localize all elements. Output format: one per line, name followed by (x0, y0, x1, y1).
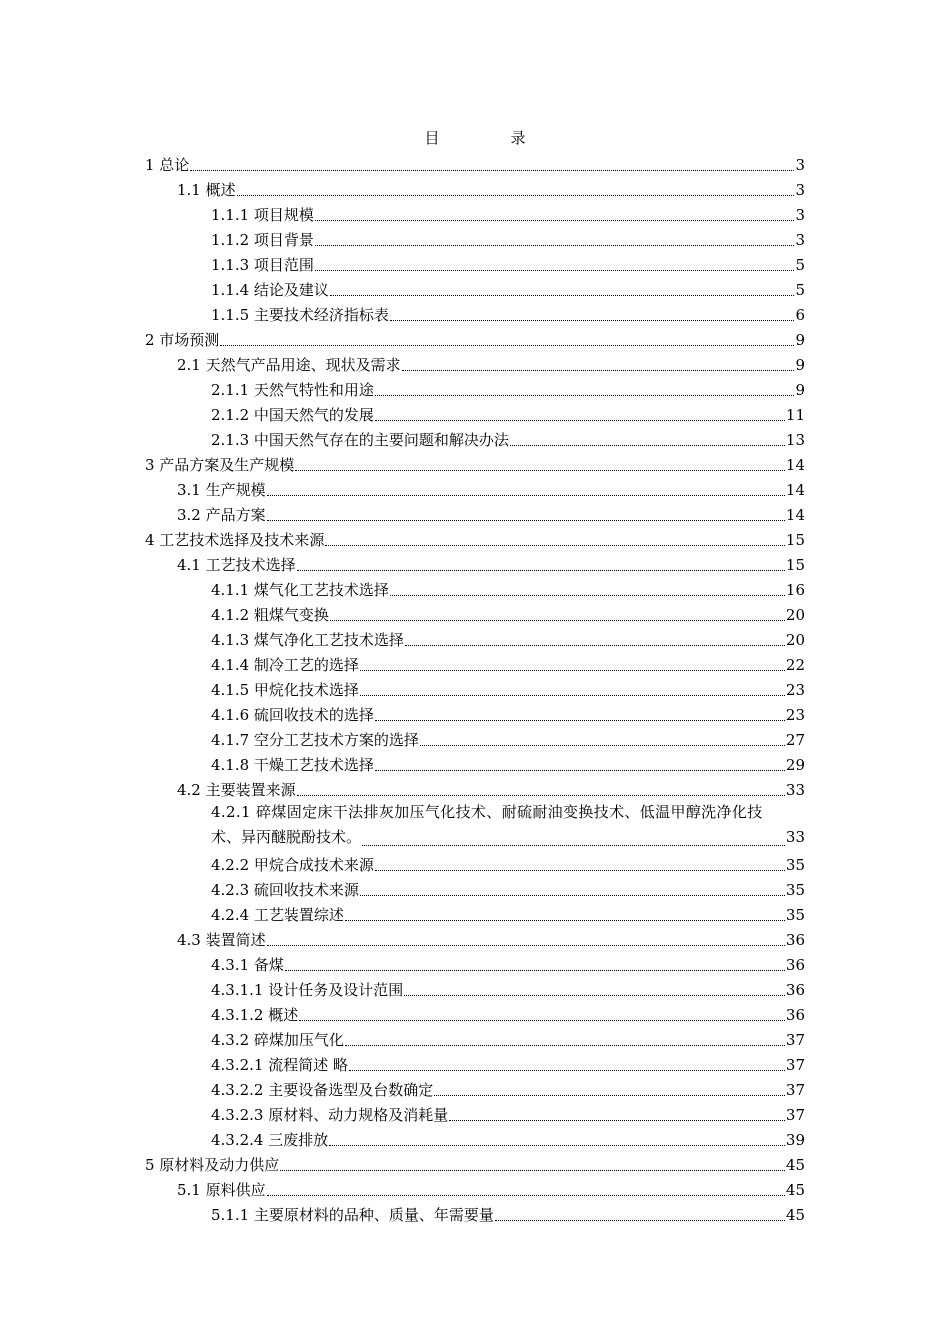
toc-entry[interactable] (211, 225, 805, 250)
toc-title: 目 录 (424, 129, 554, 147)
toc-entry[interactable] (211, 750, 805, 775)
toc-entry-page: 35 (785, 906, 805, 924)
toc-entry[interactable] (211, 675, 805, 700)
toc-leader-dots (267, 519, 785, 521)
toc-entry-page: 20 (785, 631, 805, 649)
toc-entry-label: 1.1.2 项目背景 (211, 231, 314, 249)
toc-entry-page: 29 (785, 756, 805, 774)
toc-entry-page: 27 (785, 731, 805, 749)
toc-entry-label: 1.1.5 主要技术经济指标表 (211, 306, 389, 324)
toc-entry[interactable] (211, 575, 805, 600)
toc-entry[interactable] (211, 200, 805, 225)
toc-leader-dots (349, 1069, 785, 1071)
toc-leader-dots (360, 669, 785, 671)
toc-entry-label: 1 总论 (145, 156, 190, 174)
toc-entry-page: 14 (785, 481, 805, 499)
toc-leader-dots (267, 494, 785, 496)
toc-entry-label: 4.1.4 制冷工艺的选择 (211, 656, 359, 674)
toc-leader-dots (295, 469, 785, 471)
toc-entry-label: 3.1 生产规模 (177, 481, 266, 499)
toc-leader-dots (267, 944, 785, 946)
toc-leader-dots (345, 919, 785, 921)
toc-entry[interactable] (177, 1175, 805, 1200)
toc-entry-label-line2: 术、异丙醚脱酚技术。 (211, 828, 362, 846)
toc-leader-dots (449, 1119, 785, 1121)
toc-entry[interactable] (145, 325, 805, 350)
toc-leader-dots (360, 894, 785, 896)
toc-entry[interactable] (211, 375, 805, 400)
toc-entry-page: 37 (785, 1081, 805, 1099)
toc-entry-label: 4.3.2.3 原材料、动力规格及消耗量 (211, 1106, 449, 1124)
toc-entry-page: 37 (785, 1031, 805, 1049)
toc-entry-label: 4.1.7 空分工艺技术方案的选择 (211, 731, 419, 749)
toc-leader-dots (402, 369, 795, 371)
toc-entry-page: 9 (795, 381, 805, 399)
toc-entry[interactable] (145, 525, 805, 550)
toc-entry[interactable] (177, 775, 805, 800)
toc-entry[interactable] (211, 1200, 805, 1225)
toc-entry[interactable] (211, 850, 805, 875)
toc-leader-dots (220, 344, 794, 346)
toc-entry-label: 4.1.5 甲烷化技术选择 (211, 681, 359, 699)
toc-leader-dots (297, 794, 785, 796)
toc-entry[interactable] (211, 875, 805, 900)
toc-entry-label: 4.1 工艺技术选择 (177, 556, 296, 574)
toc-leader-dots (267, 1194, 785, 1196)
toc-entry-page: 36 (785, 956, 805, 974)
toc-entry-page: 3 (795, 231, 805, 249)
toc-entry[interactable] (177, 350, 805, 375)
toc-entry[interactable] (211, 975, 805, 1000)
toc-entry-label: 4.2.3 硫回收技术来源 (211, 881, 359, 899)
toc-entry[interactable] (211, 275, 805, 300)
toc-entry[interactable] (211, 650, 805, 675)
toc-entry-label: 4.3 装置简述 (177, 931, 266, 949)
toc-entry-label: 4.3.2 碎煤加压气化 (211, 1031, 344, 1049)
toc-entry[interactable] (177, 475, 805, 500)
toc-leader-dots (315, 219, 795, 221)
toc-entry-label: 2.1.2 中国天然气的发展 (211, 406, 374, 424)
toc-leader-dots (405, 644, 785, 646)
toc-leader-dots (375, 769, 785, 771)
toc-entry-label: 1.1.3 项目范围 (211, 256, 314, 274)
toc-entry-page: 36 (785, 1006, 805, 1024)
toc-entry-page: 37 (785, 1056, 805, 1074)
toc-leader-dots (299, 1019, 785, 1021)
toc-entry-label: 4.1.6 硫回收技术的选择 (211, 706, 374, 724)
toc-leader-dots (404, 994, 785, 996)
toc-entry-page: 3 (795, 181, 805, 199)
toc-entry[interactable] (211, 950, 805, 975)
toc-entry-page: 35 (785, 856, 805, 874)
toc-entry[interactable] (211, 725, 805, 750)
toc-entry-label: 4.3.2.2 主要设备选型及台数确定 (211, 1081, 434, 1099)
toc-entry-label: 1.1.1 项目规模 (211, 206, 314, 224)
toc-entry-label: 3.2 产品方案 (177, 506, 266, 524)
toc-entry-label: 4.2.4 工艺装置综述 (211, 906, 344, 924)
toc-leader-dots (237, 194, 795, 196)
toc-entry[interactable] (177, 925, 805, 950)
toc-entry-wrapped[interactable] (211, 800, 805, 850)
toc-entry-label: 4.1.1 煤气化工艺技术选择 (211, 581, 389, 599)
toc-entry-page: 13 (785, 431, 805, 449)
toc-entry[interactable] (211, 425, 805, 450)
toc-entry-page: 22 (785, 656, 805, 674)
toc-entry-page: 45 (785, 1206, 805, 1224)
toc-entry-label: 4.1.3 煤气净化工艺技术选择 (211, 631, 404, 649)
toc-entry-page: 15 (785, 531, 805, 549)
toc-entry[interactable] (145, 150, 805, 175)
toc-entry[interactable] (211, 300, 805, 325)
toc-entry-label: 4.2.2 甲烷合成技术来源 (211, 856, 374, 874)
toc-entry-label: 4.3.2.1 流程简述 略 (211, 1056, 349, 1074)
toc-entry[interactable] (211, 600, 805, 625)
toc-entry[interactable] (177, 550, 805, 575)
toc-leader-dots (510, 444, 785, 446)
toc-entry[interactable] (145, 450, 805, 475)
toc-entry[interactable] (211, 1125, 805, 1150)
toc-entry-page: 23 (785, 681, 805, 699)
toc-entry-label-line1: 4.2.1 碎煤固定床干法排灰加压气化技术、耐硫耐油变换技术、低温甲醇洗净化技 (211, 803, 763, 821)
toc-entry-label: 4.1.2 粗煤气变换 (211, 606, 329, 624)
toc-leader-dots (330, 294, 795, 296)
toc-entry[interactable] (211, 1000, 805, 1025)
toc-entry-page: 5 (795, 281, 805, 299)
toc-entry[interactable] (177, 500, 805, 525)
toc-entry-page: 39 (785, 1131, 805, 1149)
toc-entry-page: 3 (795, 156, 805, 174)
toc-entry-page: 15 (785, 556, 805, 574)
toc-entry[interactable] (211, 1025, 805, 1050)
toc-entry-label: 5.1.1 主要原材料的品种、质量、年需要量 (211, 1206, 494, 1224)
toc-leader-dots (375, 394, 795, 396)
toc-leader-dots (375, 869, 785, 871)
toc-leader-dots (190, 169, 794, 171)
toc-leader-dots (280, 1169, 785, 1171)
toc-entry[interactable] (211, 700, 805, 725)
toc-entry[interactable] (211, 1075, 805, 1100)
toc-entry[interactable] (177, 175, 805, 200)
toc-entry-page: 16 (785, 581, 805, 599)
toc-entry[interactable] (211, 400, 805, 425)
toc-entry-page: 20 (785, 606, 805, 624)
toc-entry-page: 3 (795, 206, 805, 224)
toc-entry-label: 2.1.3 中国天然气存在的主要问题和解决办法 (211, 431, 509, 449)
toc-leader-dots (330, 619, 785, 621)
toc-leader-dots (495, 1219, 785, 1221)
toc-leader-dots (315, 244, 795, 246)
toc-entry-label: 5.1 原料供应 (177, 1181, 266, 1199)
toc-entry[interactable] (211, 250, 805, 275)
toc-leader-dots (329, 1144, 785, 1146)
toc-entry-label: 2 市场预测 (145, 331, 220, 349)
toc-entry-page: 37 (785, 1106, 805, 1124)
toc-entry[interactable] (211, 1050, 805, 1075)
toc-entry[interactable] (211, 625, 805, 650)
toc-leader-dots (345, 1044, 785, 1046)
toc-entry[interactable] (211, 900, 805, 925)
toc-leader-dots (390, 594, 785, 596)
toc-leader-dots (325, 544, 785, 546)
toc-entry-page: 14 (785, 456, 805, 474)
toc-leader-dots (390, 319, 795, 321)
toc-entry-page: 6 (795, 306, 805, 324)
toc-leader-dots (360, 694, 785, 696)
toc-entry-label: 4 工艺技术选择及技术来源 (145, 531, 325, 549)
toc-leader-dots (315, 269, 795, 271)
toc-entry-label: 5 原材料及动力供应 (145, 1156, 280, 1174)
toc-entry-page: 45 (785, 1181, 805, 1199)
toc-entry-label: 4.3.1.1 设计任务及设计范围 (211, 981, 404, 999)
toc-entry-page: 23 (785, 706, 805, 724)
toc-entry-page: 5 (795, 256, 805, 274)
toc-section-2 (0, 850, 950, 1225)
toc-entry-page: 33 (785, 781, 805, 799)
toc-entry-page: 36 (785, 931, 805, 949)
toc-entry-label: 4.3.1 备煤 (211, 956, 284, 974)
toc-leader-dots (362, 844, 785, 846)
table-of-contents (0, 150, 950, 1225)
toc-leader-dots (285, 969, 785, 971)
toc-section-1 (0, 150, 950, 800)
toc-entry-label: 2.1 天然气产品用途、现状及需求 (177, 356, 401, 374)
toc-entry-label: 4.3.1.2 概述 (211, 1006, 299, 1024)
toc-leader-dots (297, 569, 785, 571)
toc-entry-label: 1.1.4 结论及建议 (211, 281, 329, 299)
toc-entry-label: 4.3.2.4 三废排放 (211, 1131, 329, 1149)
toc-entry[interactable] (145, 1150, 805, 1175)
toc-entry-page: 33 (785, 828, 805, 846)
toc-entry-page: 9 (795, 356, 805, 374)
toc-entry-label: 4.1.8 干燥工艺技术选择 (211, 756, 374, 774)
toc-entry-label: 2.1.1 天然气特性和用途 (211, 381, 374, 399)
toc-leader-dots (375, 419, 785, 421)
toc-entry-label: 1.1 概述 (177, 181, 236, 199)
toc-entry-page: 14 (785, 506, 805, 524)
toc-leader-dots (375, 719, 785, 721)
toc-leader-dots (434, 1094, 785, 1096)
toc-entry-label: 4.2 主要装置来源 (177, 781, 296, 799)
toc-entry-label: 3 产品方案及生产规模 (145, 456, 295, 474)
toc-entry-page: 11 (785, 406, 805, 424)
toc-leader-dots (420, 744, 785, 746)
toc-entry-page: 9 (795, 331, 805, 349)
toc-entry-page: 35 (785, 881, 805, 899)
toc-entry-page: 36 (785, 981, 805, 999)
toc-entry-page: 45 (785, 1156, 805, 1174)
toc-entry[interactable] (211, 1100, 805, 1125)
